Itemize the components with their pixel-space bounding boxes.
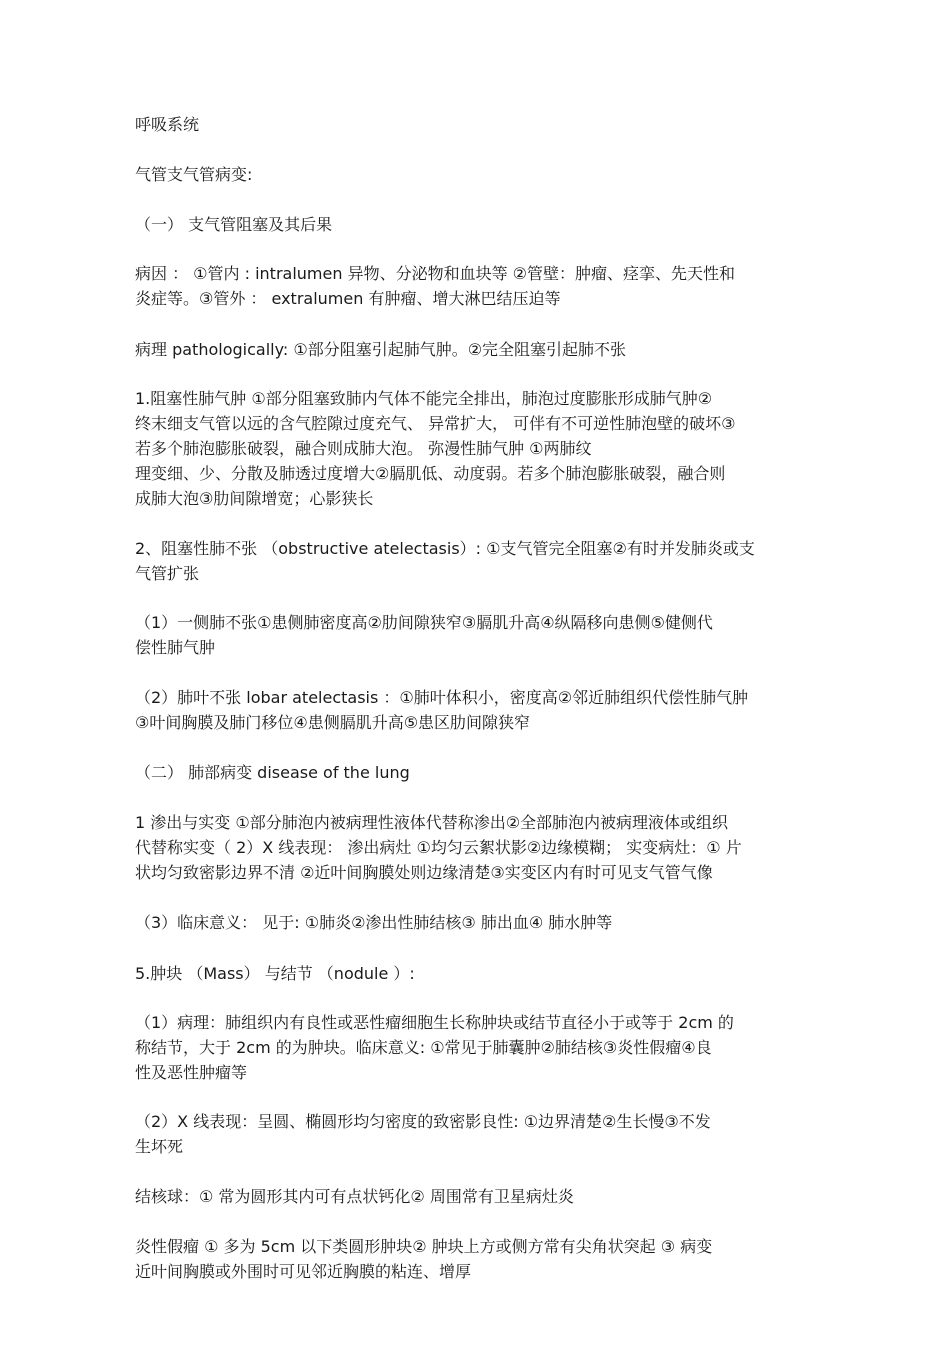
text-line: （2）肺叶不张 lobar atelectasis ：①肺叶体积小，密度高②邻近肺组织代偿性肺气肿 [135,688,749,707]
tuberculoma-paragraph [135,1184,840,1209]
text-line: （1）一侧肺不张①患侧肺密度高②肋间隙狭窄③膈肌升高④纵隔移向患侧⑤健侧代 [135,613,713,632]
text-line: 代替称实变（ 2）X 线表现： 渗出病灶 ①均匀云絮状影②边缘模糊； 实变病灶：① 片 [135,838,742,857]
text-line: 生坏死 [135,1137,184,1156]
emphysema-paragraph [135,386,840,511]
text-line: 状均匀致密影边界不清 ②近叶间胸膜处则边缘清楚③实变区内有时可见支气管气像 [135,863,713,882]
atelectasis-paragraph [135,536,840,586]
text-line: 炎性假瘤 ① 多为 5cm 以下类圆形肿块② 肿块上方或侧方常有尖角状突起 ③ 病变 [135,1237,713,1256]
section-heading-text: 气管支气管病变: [135,165,253,184]
page-title [135,112,840,137]
subsection-1-text: （一） 支气管阻塞及其后果 [135,215,333,234]
text-line: 炎症等。③管外 ： extralumen 有肿瘤、增大淋巴结压迫等 [135,289,561,308]
mass-heading [135,961,840,986]
lobar-atelectasis-paragraph [135,685,840,735]
clinical-significance-paragraph [135,910,840,935]
subsection-2-text: （二） 肺部病变 disease of the lung [135,763,410,782]
text-line: 病理 pathologically: ①部分阻塞引起肺气肿。②完全阻塞引起肺不张 [135,340,627,359]
pathology-paragraph [135,337,840,362]
exudation-paragraph [135,810,840,885]
text-line: （2）X 线表现：呈圆、椭圆形均匀密度的致密影良性: ①边界清楚②生长慢③不发 [135,1112,711,1131]
atelectasis-one-side-paragraph [135,610,840,660]
text-line: 5.肿块 （Mass） 与结节 （nodule ）: [135,964,415,983]
subsection-heading-1 [135,212,840,237]
text-line: 近叶间胸膜或外围时可见邻近胸膜的粘连、增厚 [135,1262,472,1281]
pseudotumor-paragraph [135,1234,840,1284]
text-line: 若多个肺泡膨胀破裂，融合则成肺大泡。 弥漫性肺气肿 ①两肺纹 [135,439,592,458]
text-line: 2、阻塞性肺不张 （obstructive atelectasis）: ①支气管完全阻塞②有时并发肺炎或支 [135,539,755,558]
text-line: 1.阻塞性肺气肿 ①部分阻塞致肺内气体不能完全排出，肺泡过度膨胀形成肺气肿② [135,389,713,408]
text-line: 气管扩张 [135,564,200,583]
text-line: 称结节，大于 2cm 的为肿块。临床意义: ①常见于肺囊肿②肺结核③炎性假瘤④良 [135,1038,712,1057]
mass-pathology-paragraph [135,1010,840,1085]
text-line: 病因 ： ①管内 : intralumen 异物、分泌物和血块等 ②管壁：肿瘤、痉挛、先天性和 [135,264,735,283]
text-line: 终末细支气管以远的含气腔隙过度充气、 异常扩大， 可伴有不可逆性肺泡壁的破坏③ [135,414,736,433]
mass-xray-paragraph [135,1109,840,1159]
title-text: 呼吸系统 [135,115,200,134]
text-line: 偿性肺气肿 [135,638,216,657]
text-line: 理变细、少、分散及肺透过度增大②膈肌低、动度弱。若多个肺泡膨胀破裂，融合则 [135,464,726,483]
text-line: （3）临床意义： 见于: ①肺炎②渗出性肺结核③ 肺出血④ 肺水肿等 [135,913,613,932]
text-line: 结核球：① 常为圆形其内可有点状钙化② 周围常有卫星病灶炎 [135,1187,574,1206]
etiology-paragraph [135,261,840,311]
subsection-heading-2 [135,760,840,785]
text-line: 成肺大泡③肋间隙增宽；心影狭长 [135,489,374,508]
text-line: 性及恶性肿瘤等 [135,1063,248,1082]
text-line: （1）病理：肺组织内有良性或恶性瘤细胞生长称肿块或结节直径小于或等于 2cm 的 [135,1013,734,1032]
section-heading [135,162,840,187]
text-line: ③叶间胸膜及肺门移位④患侧膈肌升高⑤患区肋间隙狭窄 [135,713,531,732]
text-line: 1 渗出与实变 ①部分肺泡内被病理性液体代替称渗出②全部肺泡内被病理液体或组织 [135,813,729,832]
